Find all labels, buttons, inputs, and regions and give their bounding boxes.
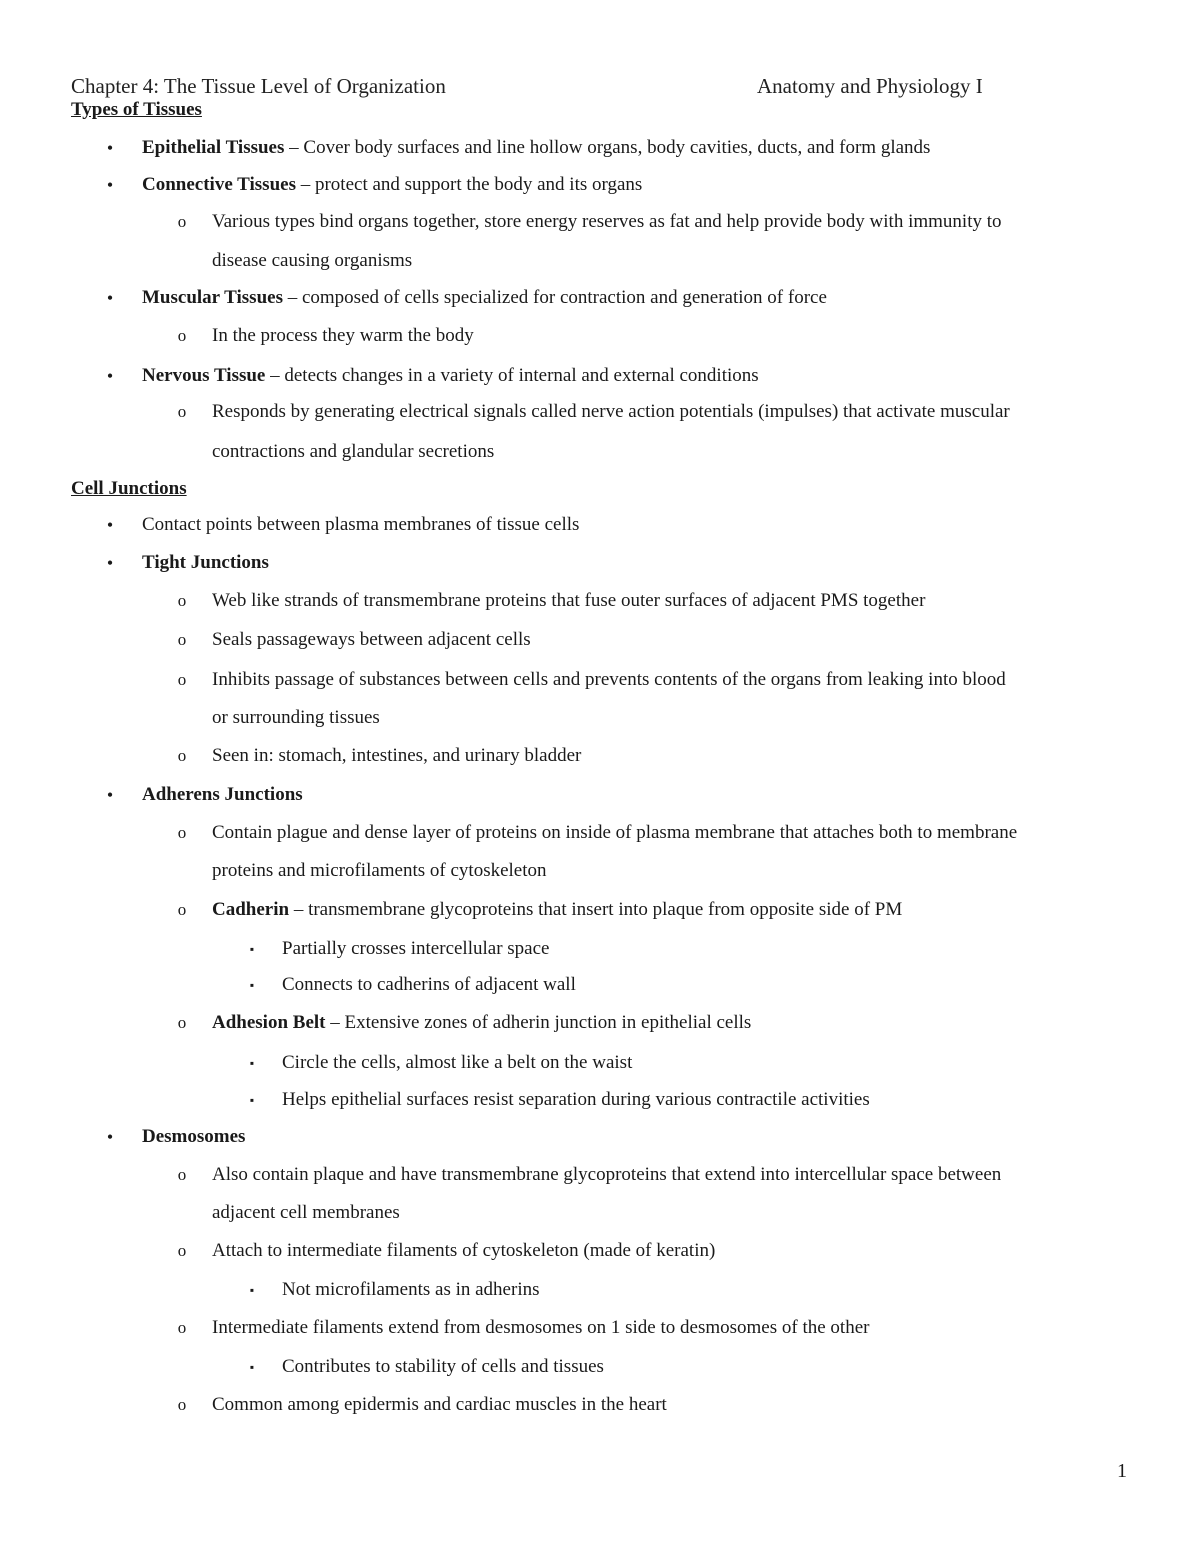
list-subsubitem: Circle the cells, almost like a belt on the waist xyxy=(282,1052,633,1073)
list-subitem: Seen in: stomach, intestines, and urinary bladder xyxy=(212,745,582,766)
list-item-nervous xyxy=(142,364,759,388)
term-adhesion-belt: Adhesion Belt xyxy=(212,1012,326,1033)
square-bullet-icon: ▪ xyxy=(249,1283,255,1297)
bullet-icon: • xyxy=(106,366,114,386)
course-title: Anatomy and Physiology I xyxy=(757,74,983,98)
list-subitem-continuation: adjacent cell membranes xyxy=(212,1202,400,1223)
desc-epithelial-tissues: – Cover body surfaces and line hollow organs, body cavities, ducts, and form glands xyxy=(284,137,931,158)
page-number: 1 xyxy=(1117,1460,1127,1482)
sub-bullet-icon: o xyxy=(177,1241,187,1260)
list-item-adherens-junctions xyxy=(142,783,303,807)
list-item-desmosomes xyxy=(142,1125,245,1149)
sub-bullet-icon: o xyxy=(177,1165,187,1184)
list-subsubitem: Contributes to stability of cells and tissues xyxy=(282,1356,604,1377)
list-subitem: Various types bind organs together, store energy reserves as fat and help provide body with immunity to xyxy=(212,211,1002,232)
list-subitem-continuation: contractions and glandular secretions xyxy=(212,441,495,462)
desc-adhesion-belt: – Extensive zones of adherin junction in epithelial cells xyxy=(325,1012,752,1033)
term-connective-tissues: Connective Tissues xyxy=(142,174,296,195)
square-bullet-icon: ▪ xyxy=(249,942,255,956)
sub-bullet-icon: o xyxy=(177,212,187,231)
sub-bullet-icon: o xyxy=(177,326,187,345)
list-subsubitem: Helps epithelial surfaces resist separation during various contractile activities xyxy=(282,1089,870,1110)
list-item-connective xyxy=(142,173,642,197)
list-subitem: In the process they warm the body xyxy=(212,325,474,346)
desc-muscular-tissues: – composed of cells specialized for contraction and generation of force xyxy=(282,287,827,308)
list-subitem-cadherin xyxy=(212,898,902,922)
term-tight-junctions: Tight Junctions xyxy=(142,552,269,573)
sub-bullet-icon: o xyxy=(177,823,187,842)
sub-bullet-icon: o xyxy=(177,900,187,919)
sub-bullet-icon: o xyxy=(177,1318,187,1337)
square-bullet-icon: ▪ xyxy=(249,1056,255,1070)
list-subsubitem: Connects to cadherins of adjacent wall xyxy=(282,974,576,995)
list-subitem: Seals passageways between adjacent cells xyxy=(212,629,531,650)
list-item-contact-points: Contact points between plasma membranes of tissue cells xyxy=(142,514,580,535)
section-heading-cell-junctions: Cell Junctions xyxy=(71,478,187,499)
term-nervous-tissue: Nervous Tissue xyxy=(142,365,266,386)
list-subitem: Attach to intermediate filaments of cytoskeleton (made of keratin) xyxy=(212,1240,716,1261)
list-subitem: Common among epidermis and cardiac muscles in the heart xyxy=(212,1394,667,1415)
bullet-icon: • xyxy=(106,785,114,805)
list-subitem-continuation: or surrounding tissues xyxy=(212,707,380,728)
sub-bullet-icon: o xyxy=(177,630,187,649)
bullet-icon: • xyxy=(106,553,114,573)
bullet-icon: • xyxy=(106,138,114,158)
list-subitem-adhesion-belt xyxy=(212,1011,751,1035)
square-bullet-icon: ▪ xyxy=(249,978,255,992)
list-subitem: Contain plague and dense layer of proteins on inside of plasma membrane that attaches both to membrane xyxy=(212,822,1018,843)
list-item-tight-junctions xyxy=(142,551,269,575)
bullet-icon: • xyxy=(106,288,114,308)
bullet-icon: • xyxy=(106,175,114,195)
sub-bullet-icon: o xyxy=(177,670,187,689)
desc-connective-tissues: – protect and support the body and its organs xyxy=(295,174,643,195)
list-subsubitem: Not microfilaments as in adherins xyxy=(282,1279,540,1300)
sub-bullet-icon: o xyxy=(177,1013,187,1032)
list-subitem: Inhibits passage of substances between cells and prevents contents of the organs from leaking into blood xyxy=(212,669,1006,690)
list-subitem: Also contain plaque and have transmembrane glycoproteins that extend into intercellular space between xyxy=(212,1164,1002,1185)
sub-bullet-icon: o xyxy=(177,746,187,765)
list-subitem: Web like strands of transmembrane proteins that fuse outer surfaces of adjacent PMS together xyxy=(212,590,926,611)
sub-bullet-icon: o xyxy=(177,1395,187,1414)
list-item-epithelial xyxy=(142,136,930,160)
term-epithelial-tissues: Epithelial Tissues xyxy=(142,137,285,158)
list-subitem: Intermediate filaments extend from desmosomes on 1 side to desmosomes of the other xyxy=(212,1317,870,1338)
bullet-icon: • xyxy=(106,1127,114,1147)
bullet-icon: • xyxy=(106,515,114,535)
square-bullet-icon: ▪ xyxy=(249,1093,255,1107)
term-adherens-junctions: Adherens Junctions xyxy=(142,784,303,805)
desc-nervous-tissue: – detects changes in a variety of internal and external conditions xyxy=(265,365,759,386)
term-cadherin: Cadherin xyxy=(212,899,290,920)
list-subitem: Responds by generating electrical signals called nerve action potentials (impulses) that activate muscular xyxy=(212,401,1010,422)
chapter-title: Chapter 4: The Tissue Level of Organization xyxy=(71,74,446,98)
term-muscular-tissues: Muscular Tissues xyxy=(142,287,283,308)
sub-bullet-icon: o xyxy=(177,591,187,610)
square-bullet-icon: ▪ xyxy=(249,1360,255,1374)
term-desmosomes: Desmosomes xyxy=(142,1126,246,1147)
list-item-muscular xyxy=(142,286,827,310)
list-subsubitem: Partially crosses intercellular space xyxy=(282,938,550,959)
list-subitem-continuation: proteins and microfilaments of cytoskeleton xyxy=(212,860,547,881)
section-heading-types-of-tissues: Types of Tissues xyxy=(71,99,202,120)
list-subitem-continuation: disease causing organisms xyxy=(212,250,413,271)
sub-bullet-icon: o xyxy=(177,402,187,421)
desc-cadherin: – transmembrane glycoproteins that insert into plaque from opposite side of PM xyxy=(289,899,903,920)
